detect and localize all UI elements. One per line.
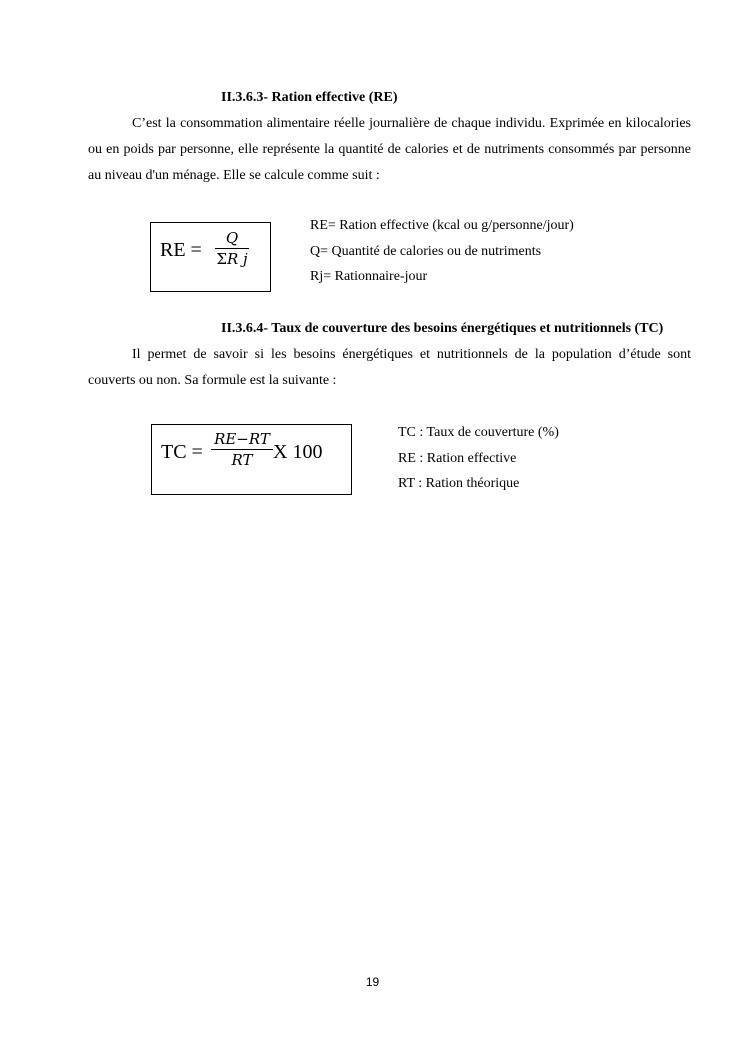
legend-taux-couverture — [398, 420, 559, 497]
formula-numerator: Q — [225, 229, 239, 247]
paragraph-taux-couverture — [88, 342, 691, 394]
formula-denominator: ΣR j — [216, 250, 248, 268]
legend-item: RT : Ration théorique — [398, 476, 520, 491]
paragraph-ration-effective — [88, 111, 691, 189]
paragraph-text: C’est la consommation alimentaire réelle journalière de chaque individu. Exprimée en kilocalories ou en poids par personne, elle représente la quantité de calories et de nutriments consommés par personne au niveau d'un ménage. Elle se calcule comme suit : — [88, 116, 691, 183]
formula-denominator: RT — [231, 451, 253, 469]
formula-numerator: RE−RT — [214, 430, 270, 448]
formula-fraction — [215, 229, 249, 268]
formula-lhs: TC = — [161, 441, 203, 463]
fraction-bar — [215, 248, 249, 249]
legend-item: RE : Ration effective — [398, 450, 517, 466]
legend-item: TC : Taux de couverture (%) — [398, 425, 559, 440]
legend-item: RE= Ration effective (kcal ou g/personne/jour) — [310, 218, 574, 233]
legend-ration-effective — [310, 213, 574, 290]
page-number: 19 — [365, 975, 380, 989]
formula-fraction — [211, 430, 273, 469]
section-heading-ration-effective: II.3.6.3- Ration effective (RE) — [221, 90, 398, 105]
fraction-bar — [211, 449, 273, 450]
legend-item: Rj= Rationnaire-jour — [310, 269, 428, 284]
formula-multiplier: X 100 — [273, 441, 323, 463]
section-heading-taux-couverture: II.3.6.4- Taux de couverture des besoins énergétiques et nutritionnels (TC) — [221, 321, 664, 336]
formula-box-re — [150, 222, 271, 292]
legend-item: Q= Quantité de calories ou de nutriments — [310, 243, 542, 259]
formula-lhs: RE = — [160, 239, 202, 261]
formula-box-tc — [151, 424, 352, 495]
paragraph-text: Il permet de savoir si les besoins énergétiques et nutritionnels de la population d’étude sont couverts ou non. Sa formule est la suivante : — [88, 347, 691, 388]
